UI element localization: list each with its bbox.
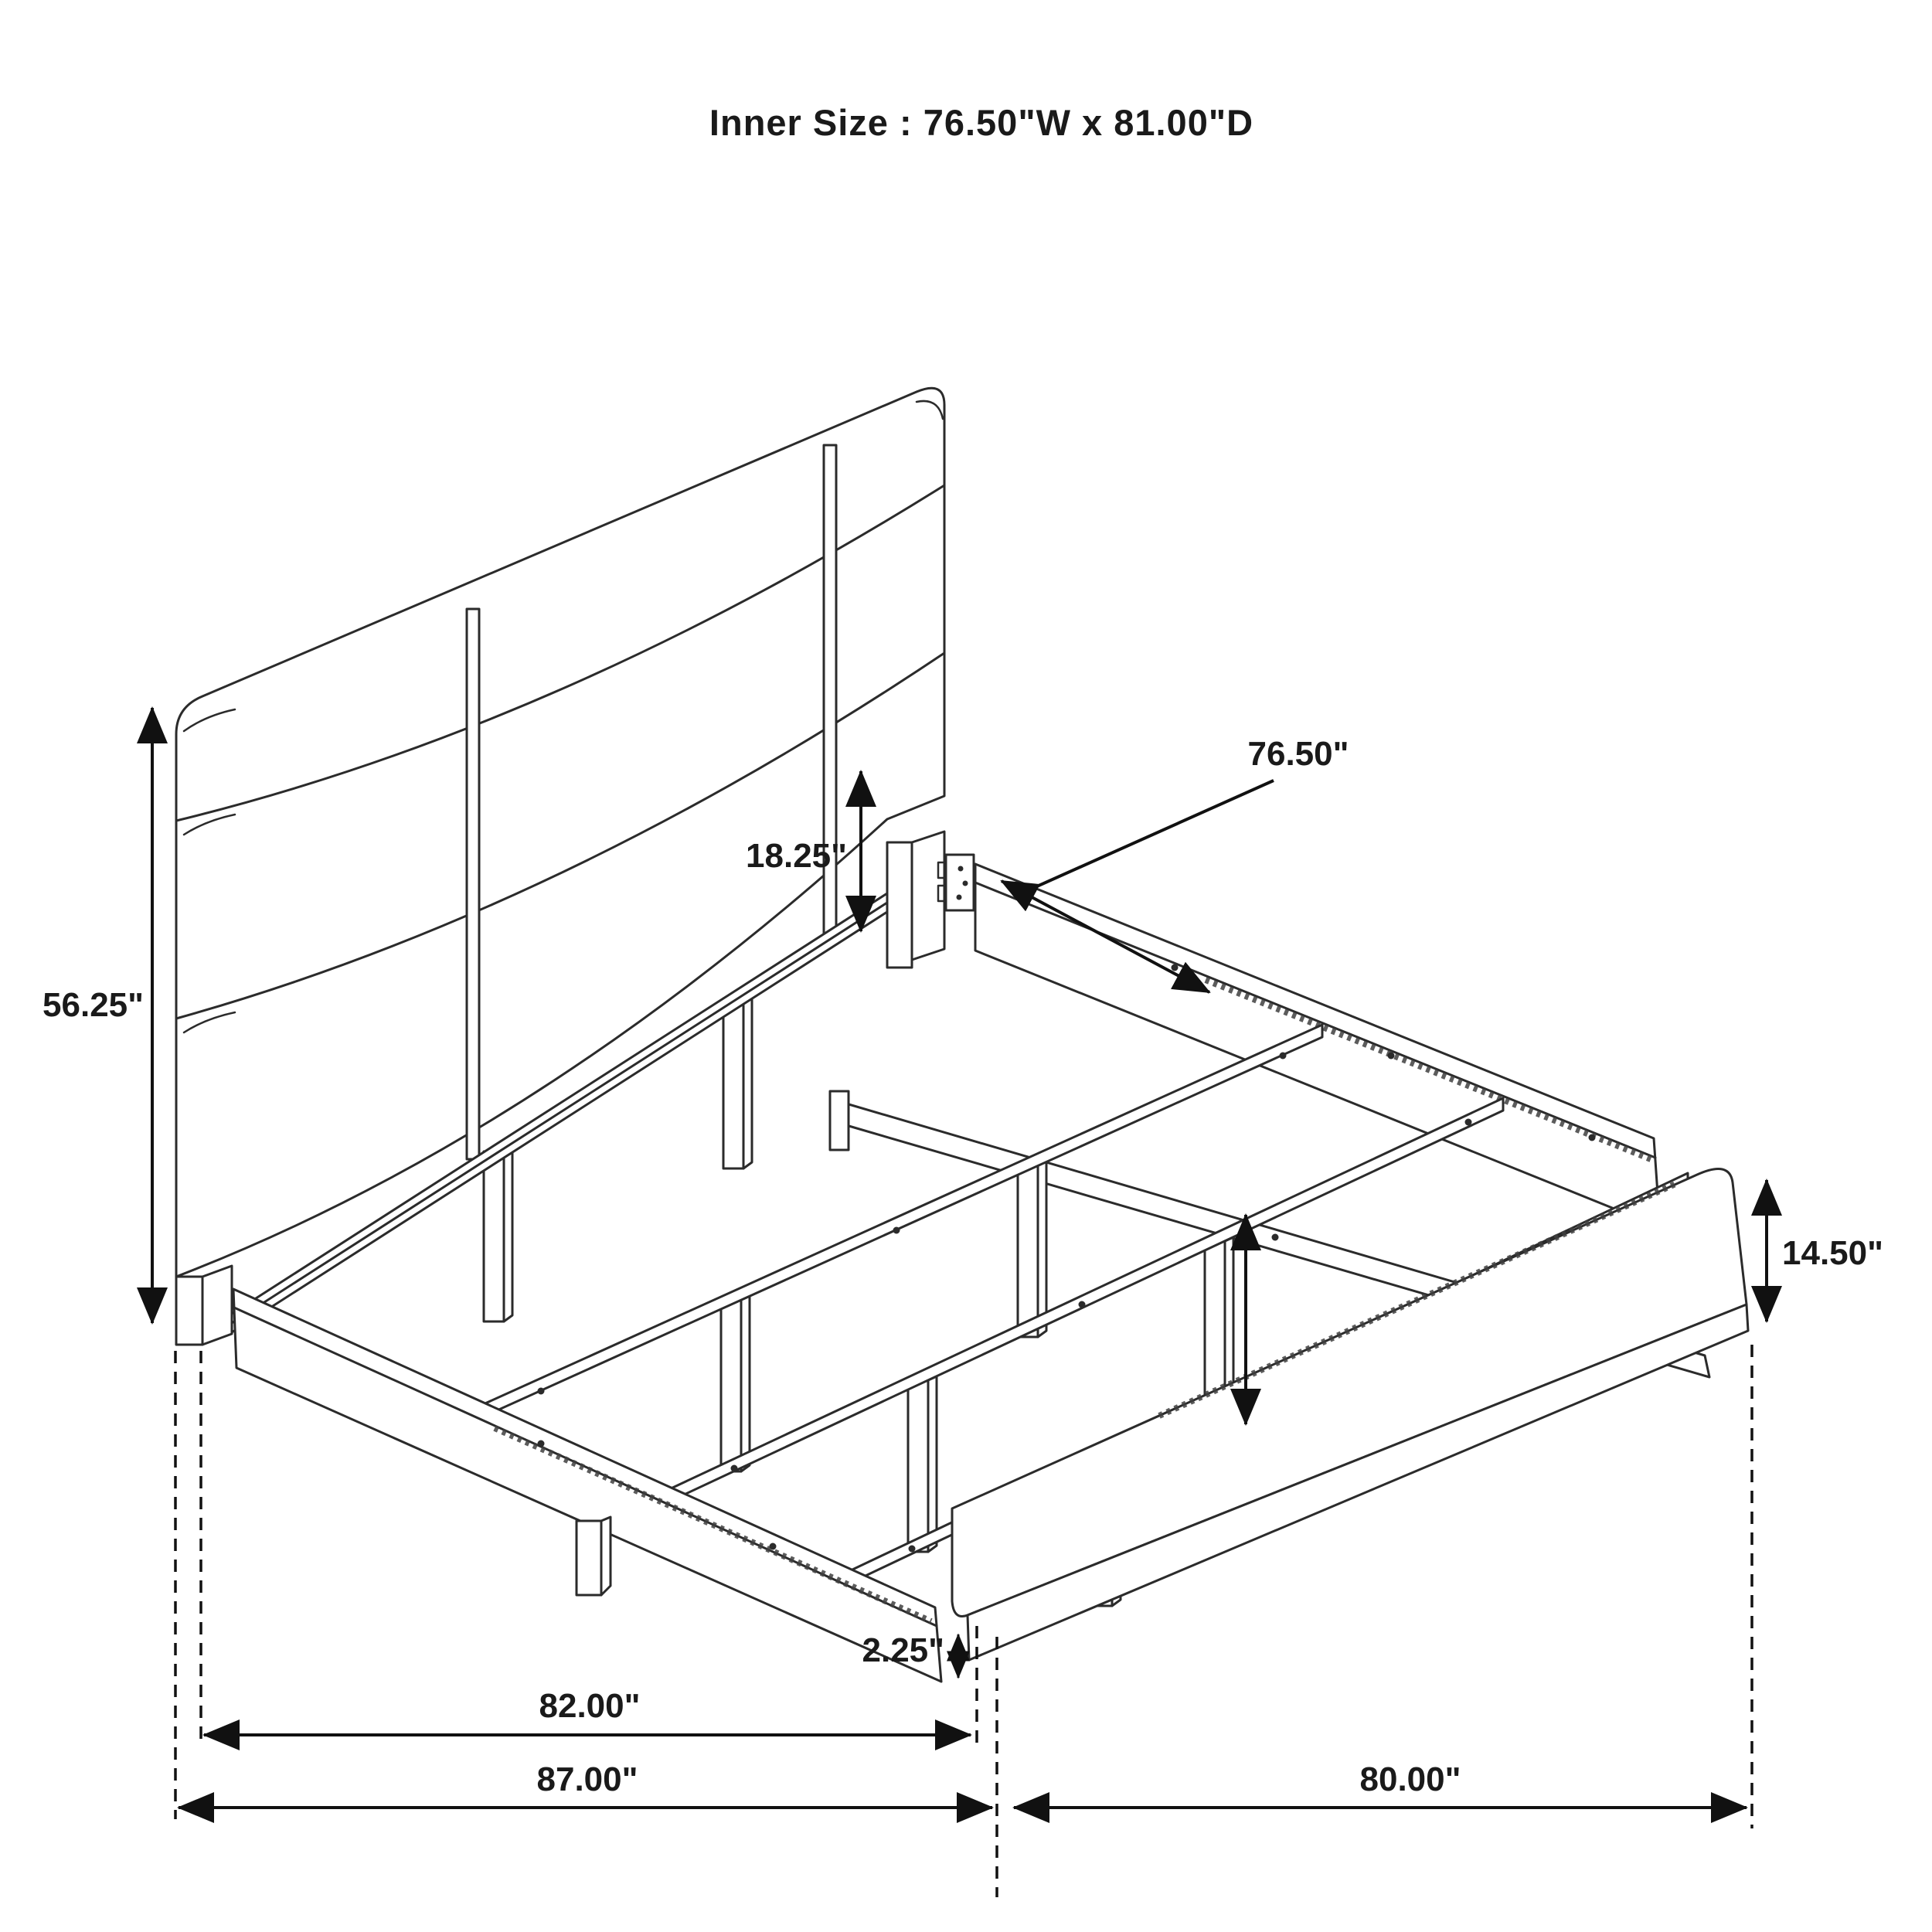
dim-label-headboard-clearance: 18.25" [746, 837, 847, 875]
rail-ledge [975, 883, 1655, 1158]
screw-dot [1272, 1234, 1279, 1241]
screw-dot [1465, 1119, 1472, 1126]
slat-leg-side [928, 1376, 937, 1552]
screw-dot [909, 1546, 916, 1553]
screw-dot [1079, 1301, 1086, 1308]
dim-label-overall-length: 87.00" [536, 1760, 638, 1798]
screw-dot [538, 1440, 545, 1447]
support-leg [484, 1151, 504, 1321]
left-side-rail [233, 1289, 941, 1682]
rail-leg-side [601, 1517, 611, 1595]
dim-label-overall-width: 80.00" [1359, 1760, 1461, 1798]
headboard-leg-side [912, 832, 944, 960]
screw-dot [1589, 1134, 1596, 1141]
screw-dot [893, 1227, 900, 1234]
support-leg [723, 998, 743, 1168]
center-rail-bracket [830, 1091, 849, 1150]
screw-dot [770, 1543, 777, 1550]
slat-leg-side [1038, 1162, 1046, 1337]
footboard-face [952, 1168, 1747, 1616]
dim-leader-inner-width [1032, 781, 1274, 889]
dim-label-inner-length: 82.00" [539, 1687, 641, 1725]
dim-label-footboard-height: 14.50" [1782, 1234, 1883, 1272]
screw-dot [958, 866, 964, 872]
slat-leg [1018, 1165, 1038, 1337]
slat-leg-side [741, 1296, 750, 1471]
screw-dot [731, 1465, 738, 1472]
dim-label-base-height: 2.25" [862, 1631, 944, 1669]
slat-leg [908, 1380, 928, 1552]
headboard [176, 388, 974, 1345]
headboard-leg [176, 1277, 202, 1345]
screw-dot [1388, 1053, 1395, 1060]
slat-leg [721, 1300, 741, 1471]
page-title: Inner Size : 76.50"W x 81.00"D [709, 102, 1254, 143]
screw-dot [1280, 1053, 1287, 1060]
screw-dot [963, 881, 968, 886]
rail-bracket [946, 855, 974, 910]
screw-dot [538, 1388, 545, 1395]
headboard-leg-side [202, 1266, 232, 1345]
dim-label-inner-width: 76.50" [1247, 735, 1349, 773]
headboard-leg [887, 842, 912, 968]
screw-dot [957, 895, 962, 900]
screw-dot [1172, 964, 1179, 971]
headboard-strip [467, 609, 479, 1159]
support-leg-side [743, 995, 752, 1168]
dim-label-headboard-height: 56.25" [43, 986, 144, 1024]
footboard [952, 1168, 1748, 1660]
rail-leg [577, 1521, 601, 1595]
rail-board [233, 1289, 941, 1682]
support-leg-side [504, 1148, 512, 1321]
